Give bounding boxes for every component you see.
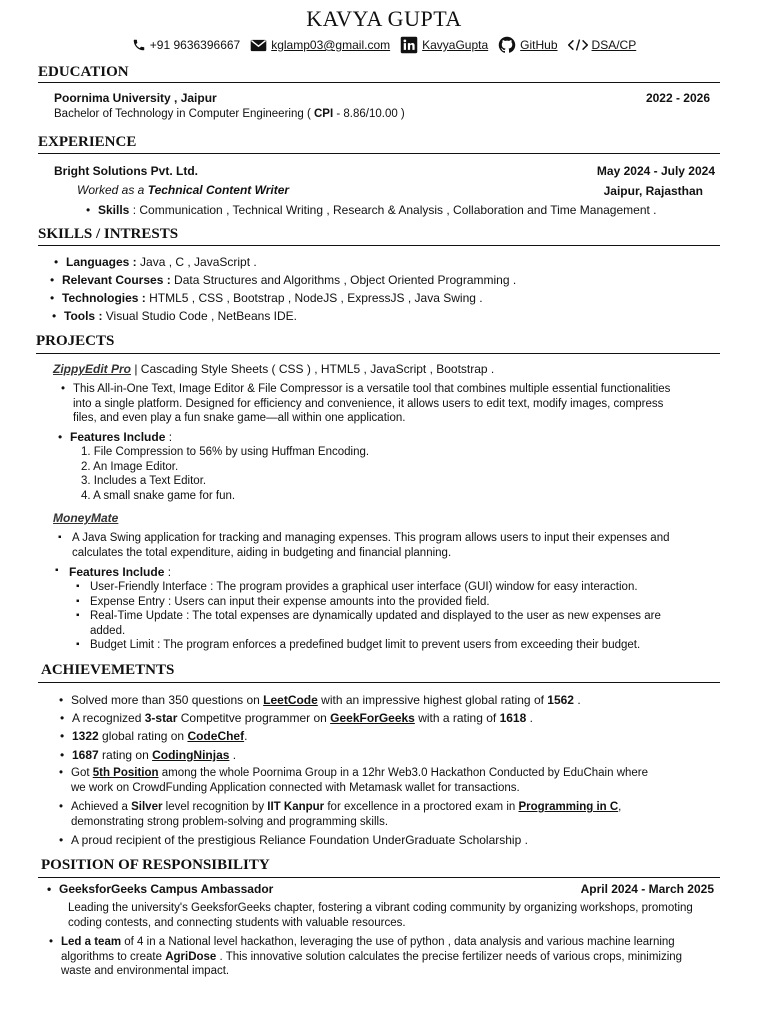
achievement-codingninjas: • 1687 rating on CodingNinjas . (72, 748, 236, 762)
education-school: Poornima University , Jaipur (54, 91, 217, 105)
github-link[interactable]: GitHub (520, 38, 558, 52)
project-zippyedit-features-label: • Features Include : (70, 430, 172, 444)
candidate-name: KAVYA GUPTA (306, 6, 462, 31)
por-heading: POSITION OF RESPONSIBILITY (41, 857, 270, 873)
phone-icon (132, 38, 146, 52)
skills-rule (38, 245, 720, 246)
education-heading: EDUCATION (38, 64, 129, 80)
experience-location: Jaipur, Rajasthan (603, 184, 703, 198)
achievement-iitk: • Achieved a Silver level recognition by IIT Kanpur for excellence in a proctored exam in Programming in C, demonstrating strong problem-solving and programming skills. (71, 800, 731, 829)
mail-icon (250, 39, 267, 52)
contact-linkedin[interactable] (400, 36, 488, 54)
contact-bar (0, 36, 768, 54)
education-years: 2022 - 2026 (645, 91, 710, 105)
email-link[interactable]: kglamp03@gmail.com (271, 38, 391, 52)
phone-number: +91 9636396667 (149, 38, 241, 52)
por-gfg-desc: Leading the university's GeeksforGeeks chapter, fostering a vibrant coding community by organizing workshops, promoting coding contests, and connecting students with valuable resources. (68, 902, 693, 929)
achievement-scholarship: • A proud recipient of the prestigious Reliance Foundation UnderGraduate Scholarship . (71, 833, 528, 847)
project-zippyedit-features: 1. File Compression to 56% by using Huffman Encoding. 2. An Image Editor. 3. Includes a Text Editor. 4. A small snake game for fun. (81, 446, 370, 502)
experience-role: Worked as a Technical Content Writer (77, 183, 290, 197)
projects-rule (36, 353, 720, 354)
linkedin-link[interactable]: KavyaGupta (422, 38, 489, 52)
linkedin-icon (400, 36, 418, 54)
por-hackathon: • Led a team of 4 in a National level hackathon, leveraging the use of python , data analysis and various machine learning algorithms to create AgriDose . This innovative solution calculates the precise fertilizer needs of various crops, minimizing waste and environmental impact. (61, 935, 721, 979)
por-gfg-role: • GeeksforGeeks Campus Ambassador (59, 882, 273, 896)
experience-heading: EXPERIENCE (38, 134, 137, 150)
skills-courses: • Relevant Courses : Data Structures and Algorithms , Object Oriented Programming . (62, 273, 516, 287)
project-moneymate-header (53, 511, 118, 525)
education-degree: Bachelor of Technology in Computer Engineering ( CPI - 8.86/10.00 ) (54, 108, 405, 120)
experience-skills: Skills : Communication , Technical Writing , Research & Analysis , Collaboration and Time Management . (98, 203, 657, 217)
dsa-link[interactable]: DSA/CP (591, 38, 637, 52)
achievement-codechef: • 1322 global rating on CodeChef. (72, 729, 247, 743)
achievements-rule (38, 682, 720, 683)
project-zippyedit-link[interactable]: ZippyEdit Pro (53, 362, 131, 376)
leetcode-link[interactable]: LeetCode (263, 693, 318, 707)
projects-heading: PROJECTS (36, 333, 115, 349)
contact-phone (132, 38, 240, 52)
codechef-link[interactable]: CodeChef (187, 729, 245, 743)
por-gfg-dates: April 2024 - March 2025 (580, 882, 714, 896)
programming-in-c-link[interactable]: Programming in C (518, 801, 619, 813)
achievements-heading: ACHIEVEMETNTS (41, 662, 175, 678)
skills-languages: • Languages : Java , C , JavaScript . (66, 255, 257, 269)
project-moneymate-desc: ▪ A Java Swing application for tracking and managing expenses. This program allows users to input their expenses and calculates the total expenditure, aiding in budgeting and financial planning. (72, 531, 722, 560)
skills-tools: • Tools : Visual Studio Code , NetBeans IDE. (64, 309, 297, 323)
achievement-gfg: • A recognized 3-star Competitve programmer on GeekForGeeks with a rating of 1618 . (72, 711, 533, 725)
skills-heading: SKILLS / INTRESTS (38, 226, 179, 242)
por-rule (38, 877, 720, 878)
project-zippyedit-desc: • This All-in-One Text, Image Editor & File Compressor is a versatile tool that combines multiple essential functionalities into a single platform. Designed for efficiency and convenience, it allows users to edit text, modify images, compress files, and even play a fun snake game—all within one application. (73, 382, 723, 426)
project-moneymate-features-label: ▪ Features Include : (69, 565, 171, 579)
project-moneymate-link[interactable]: MoneyMate (53, 511, 119, 525)
achievement-hackathon: • Got 5th Position among the whole Poornima Group in a 12hr Web3.0 Hackathon Conducted by EduChain where we work on CrowdFunding Application connected with Metamask wallet for transactions. (71, 766, 721, 795)
project-moneymate-features: ▪ User-Friendly Interface : The program provides a graphical user interface (GUI) window for easy interaction. ▪ Expense Entry : Users can input their expense amounts into the provided field. ▪ Real-Time Update : The total expenses are dynamically updated and displayed to the user as new expenses are added. ▪ Budget Limit : The program enforces a predefined budget limit to prevent users from exceeding their budget. (90, 580, 710, 653)
experience-rule (38, 153, 720, 154)
code-icon (568, 38, 588, 52)
contact-dsa[interactable] (568, 38, 637, 52)
skills-technologies: • Technologies : HTML5 , CSS , Bootstrap , NodeJS , ExpressJS , Java Swing . (62, 291, 483, 305)
github-icon (498, 36, 516, 54)
codingninjas-link[interactable]: CodingNinjas (152, 748, 230, 762)
achievement-leetcode: • Solved more than 350 questions on LeetCode with an impressive highest global rating of 1562 . (71, 693, 581, 707)
education-rule (38, 82, 720, 83)
project-zippyedit-header: ZippyEdit Pro | Cascading Style Sheets ( CSS ) , HTML5 , JavaScript , Bootstrap . (53, 362, 495, 376)
gfg-link[interactable]: GeekForGeeks (330, 711, 415, 725)
contact-email[interactable] (250, 38, 390, 52)
fifth-position-link[interactable]: 5th Position (92, 767, 159, 779)
experience-company: Bright Solutions Pvt. Ltd. (54, 164, 198, 178)
contact-github[interactable] (498, 36, 557, 54)
experience-dates: May 2024 - July 2024 (596, 164, 715, 178)
